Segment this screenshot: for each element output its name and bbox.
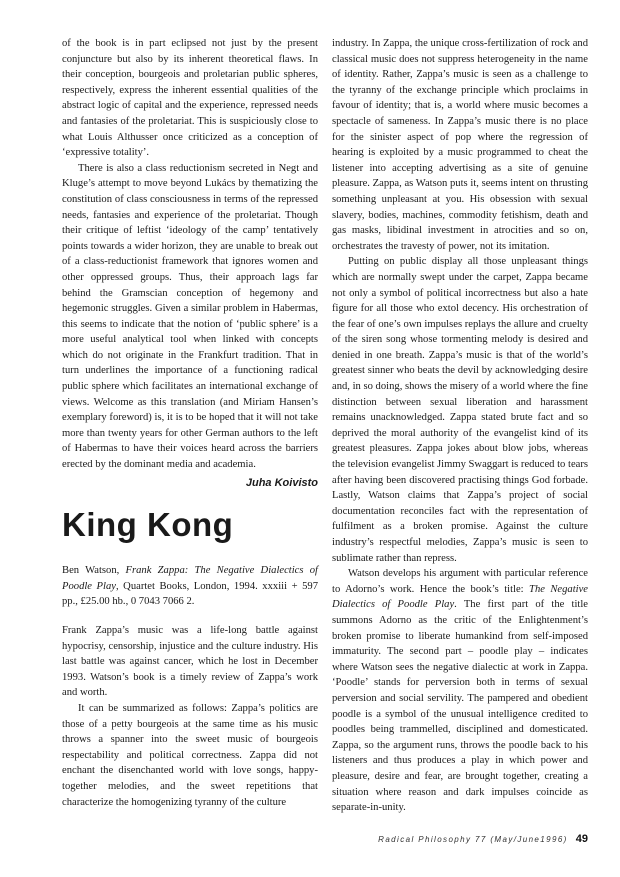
body-paragraph: of the book is in part eclipsed not just by the present conjuncture but also by its inherent theoretical flaws. In their conception, bourgeois and proletarian public spheres, respectively, express the inherent essential qualities of the abstract logic of capital and the experience, repressed needs and fantasies of the proletariat. This is suspiciously close to what Louis Althusser once criticized as a conception of ‘expressive totality’. xyxy=(62,38,318,159)
page-footer xyxy=(332,833,588,845)
body-paragraph: It can be summarized as follows: Zappa’s politics are those of a petty bourgeois at the same time as his music throws a spanner into the sweet music of bourgeois respectability and political correctness. Zappa did not enchant the disenchanted world with love songs, happy-together melodies, and the sweet repetitions that characterize the homogenizing tyranny of the culture xyxy=(62,702,318,808)
review-author-signature: Juha Koivisto xyxy=(245,476,318,489)
left-column xyxy=(62,36,318,810)
biblio-details: , Quartet Books, London, 1994. xxxiii + 597 pp., £25.00 hb., 0 7043 7066 2. xyxy=(62,580,318,608)
book-title-reference: The Negative Dialectics of Poodle Play xyxy=(332,583,588,611)
body-paragraph: Watson develops his argument with particular reference to Adorno’s work. Hence the book’s title: The Negative Dialectics of Poodle Play. The first part of the title summons Adorno as the critic of the Enlightenment’s broken promise to liberate humankind from self-imposed immaturity. The second part – poodle play – indicates where Watson sees the negative dialectic at work in Zappa. ‘Poodle’ stands for perversion both in terms of sexual perversion and social servility. The pampered and obedient poodle is a symbol of the unusual intelligence credited to poodles being trammelled, disciplined and domesticated. Zappa, so the argument runs, throws the poodle back to his listeners and thus produces a play in which power and pleasure, desire and fear, are brought together, creating a situation where reason and dark impulses coincide as separate-in-unity. xyxy=(332,568,588,814)
right-column xyxy=(332,36,588,816)
page-number: 49 xyxy=(575,833,588,845)
biblio-author: Ben Watson, xyxy=(62,565,126,577)
journal-citation: Radical Philosophy 77 (May/June1996) xyxy=(378,835,568,844)
review-title: King Kong xyxy=(62,506,234,544)
body-paragraph: Putting on public display all those unpleasant things which are normally swept under the carpet, Zappa became not only a symbol of political incorrectness but also a hate figure for all those who extol decency. His orchestration of the fear of one’s own impulses replays the allure and cruelty of the siren song whose tormenting melody is desired and denied in one breath. Zappa’s music is that of the world’s greatest sinner who beats the devil by acknowledging desire and, in so doing, shows the misery of a world where the fine distinction between sexual liberation and harassment remains unacknowledged. Zappa stated brute fact and so deprived the moral authority of the evangelist kind of its greatest pleasures. Zappa jokes about blow jobs, whereas the television evangelist Jimmy Swaggart is reduced to tears after having been discovered practising things God forbade. Lastly, Watson claims that Zappa’s project of social documentation reconciles fact with the representation of fulfilment as a broken promise. Against the culture industry’s respectful melodies, Zappa’s music is seen to sublimate rather than repress. xyxy=(332,256,588,564)
body-paragraph: Frank Zappa’s music was a life-long battle against hypocrisy, censorship, injustice and the culture industry. His last battle was against cancer, which he lost in December 1993. Watson’s book is a timely review of Zappa’s work and worth. xyxy=(62,625,318,699)
bibliographic-entry xyxy=(62,563,318,610)
biblio-book-title: Frank Zappa: The Negative Dialectics of Poodle Play xyxy=(62,565,318,592)
body-paragraph: There is also a class reductionism secreted in Negt and Kluge’s attempt to move beyond Lukács by thematizing the constitution of class consciousness in terms of the repressed needs, fantasies and experience of the proletariat. Though their critique of leftist ‘ideology of the camp’ tentatively points towards a wider horizon, they are unable to break out of a class-reductionist framework that ignores women and other oppressed groups. Thus, their approach lags far behind the Gramscian conception of hegemony and hegemonic struggles. Given a similar problem in Habermas, this seems to indicate that the notion of ‘public sphere’ is a more useful analytical tool when linked with concepts which do not originate in the Frankfurt tradition. That in turn underlines the importance of a functioning radical public sphere which facilitates an international exchange of views. Welcome as this translation (and Miriam Hansen’s exemplary foreword) is, it is to be hoped that it will not take more than twenty years for other German authors to the left of Habermas to have their voices heard across the barriers erected by the dominant media and academia. xyxy=(62,162,318,471)
body-paragraph: industry. In Zappa, the unique cross-fertilization of rock and classical music does not suppress heterogeneity in the name of identity. Rather, Zappa’s music is seen as a challenge to the tyranny of the exchange principle which proclaims in favour of identity; that is, a world where music becomes a spectacle of sameness. In Zappa’s music there is no place for the sinister aspect of pop where the regression of hearing is exploited by a music programmed to cheat the listener into accepting advertising as a site of genuine pleasure. Zappa, as Watson puts it, seems intent on thrusting something unpleasant at you. His obsession with sexual slavery, bodies, machines, commodity fetishism, death and gas masks, libidinal investment in atrocities and so on, orchestrates the travesty of power, not its imitation. xyxy=(332,38,588,252)
